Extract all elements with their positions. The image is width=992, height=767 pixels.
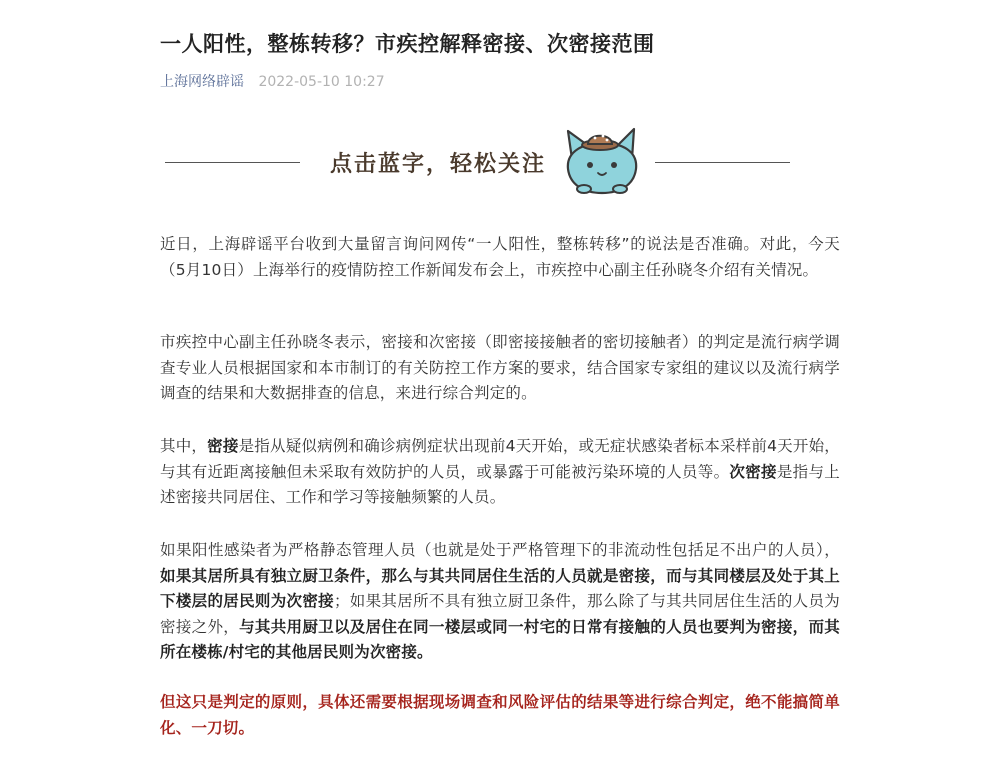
paragraph-text: ；如果其居所不具有独立厨卫条件，那么除了与其共同居住生活的人员为密接之外， — [160, 592, 840, 636]
paragraph-text: 其中， — [160, 437, 208, 455]
publish-date: 2022-05-10 10:27 — [258, 74, 385, 90]
paragraph-text: 是指从疑似病例和确诊病例症状出现前4天开始，或无症状感染者标本采样前4天开始，与其有近距离接触但未采取有效防护的人员，或暴露于可能被污染环境的人员等。 — [160, 437, 840, 481]
article-meta — [160, 71, 385, 91]
paragraph-principle-warning: 但这只是判定的原则，具体还需要根据现场调查和风险评估的结果等进行综合判定，绝不能搞简单化、一刀切。 — [160, 693, 840, 737]
rule-shared-kitchen: 与其共用厨卫以及居住在同一楼层或同一村宅的日常有接触的人员也要判为密接，而其所在楼栋/村宅的其他居民则为次密接。 — [160, 617, 840, 661]
paragraph-rules — [160, 538, 840, 666]
term-close-contact: 密接 — [207, 437, 239, 455]
follow-banner-text[interactable]: 点击蓝字，轻松关注 — [330, 152, 547, 177]
follow-banner[interactable] — [160, 125, 840, 200]
paragraph-text: 是指与上述密接共同居住、工作和学习等接触频繁的人员。 — [160, 462, 840, 506]
paragraph-definitions — [160, 434, 840, 511]
paragraph-determination: 市疾控中心副主任孙晓冬表示，密接和次密接（即密接接触者的密切接触者）的判定是流行病学调查专业人员根据国家和本市制订的有关防控工作方案的要求，结合国家专家组的建议以及流行病学调查的结果和大数据排查的信息，来进行综合判定的。 — [160, 333, 840, 402]
term-secondary-contact: 次密接 — [729, 462, 777, 481]
paragraph-text: 如果阳性感染者为严格静态管理人员（也就是处于严格管理下的非流动性包括足不出户的人员）， — [160, 541, 840, 559]
author-link[interactable]: 上海网络辟谣 — [160, 74, 244, 90]
paragraph-intro: 近日，上海辟谣平台收到大量留言询问网传“一人阳性，整栋转移”的说法是否准确。对此，今天（5月10日）上海举行的疫情防控工作新闻发布会上，市疾控中心副主任孙晓冬介绍有关情况。 — [160, 235, 840, 279]
rule-independent-kitchen: 如果其居所具有独立厨卫条件，那么与其共同居住生活的人员就是密接，而与其同楼层及处于其上下楼层的居民则为次密接 — [160, 566, 840, 610]
article-title: 一人阳性，整栋转移？市疾控解释密接、次密接范围 — [160, 32, 655, 56]
banner-divider-left — [165, 162, 300, 163]
banner-divider-right — [655, 162, 790, 163]
cat-detective-icon — [558, 125, 644, 197]
